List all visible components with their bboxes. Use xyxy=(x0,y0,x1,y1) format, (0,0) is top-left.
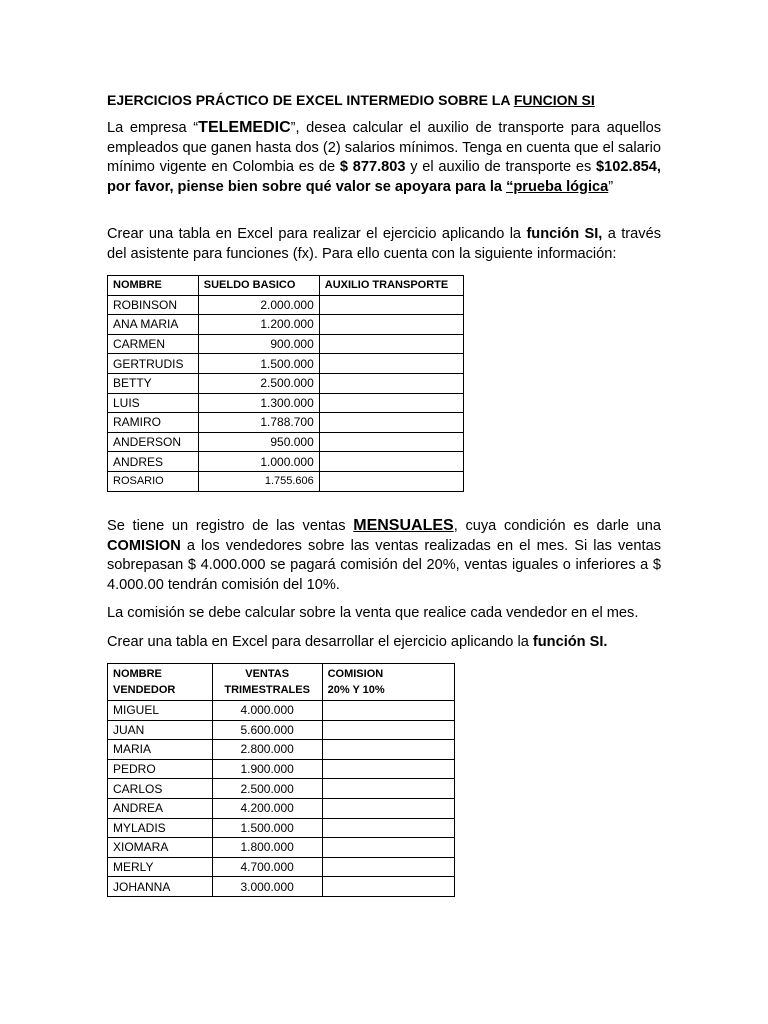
table-row xyxy=(108,295,464,315)
sales-cell: 3.000.000 xyxy=(212,877,322,897)
seller-cell: MYLADIS xyxy=(108,818,213,838)
paragraph-commission-note: La comisión se debe calcular sobre la venta que realice cada vendedor en el mes. xyxy=(107,605,639,621)
table1-header-0: NOMBRE xyxy=(108,276,199,296)
commission-cell xyxy=(322,701,454,721)
table-row xyxy=(108,798,455,818)
sales-cell: 2.500.000 xyxy=(212,779,322,799)
name-cell: LUIS xyxy=(108,393,199,413)
commission-cell xyxy=(322,759,454,779)
commission-cell xyxy=(322,838,454,858)
salary-cell: 1.500.000 xyxy=(198,354,319,374)
paragraph-instructions-2: Crear una tabla en Excel para desarrollar el ejercicio aplicando la función SI. xyxy=(107,634,608,650)
table-row xyxy=(108,701,455,721)
transport-cell xyxy=(319,334,463,354)
table2-header-line: TRIMESTRALES xyxy=(224,684,310,696)
table-row xyxy=(108,759,455,779)
transport-cell xyxy=(319,413,463,433)
table2-header-line: VENDEDOR xyxy=(113,684,176,696)
salary-cell: 1.788.700 xyxy=(198,413,319,433)
seller-cell: JOHANNA xyxy=(108,877,213,897)
salary-cell: 1.755.606 xyxy=(198,471,319,491)
commission-cell xyxy=(322,818,454,838)
title-text: EJERCICIOS PRÁCTICO DE EXCEL INTERMEDIO SOBRE LA xyxy=(107,92,514,108)
table2-header-line: COMISION xyxy=(327,667,384,680)
salary-cell: 950.000 xyxy=(198,432,319,452)
salary-table xyxy=(107,275,464,492)
seller-cell: PEDRO xyxy=(108,759,213,779)
table-row xyxy=(108,432,464,452)
table-row xyxy=(108,471,464,491)
table-row xyxy=(108,779,455,799)
commission-cell xyxy=(322,798,454,818)
transport-cell xyxy=(319,471,463,491)
sales-cell: 4.200.000 xyxy=(212,798,322,818)
name-cell: ANDRES xyxy=(108,452,199,472)
table-row xyxy=(108,877,455,897)
salary-cell: 1.200.000 xyxy=(198,315,319,335)
sales-cell: 4.700.000 xyxy=(212,857,322,877)
paragraph-telemedic: La empresa “TELEMEDIC”, desea calcular el auxilio de transporte para aquellos empleados que ganen hasta dos (2) salarios mínimos. Tenga en cuenta que el salario mínimo vigente en Colombia es de $ 877.803 y el auxilio de transporte es $102.854, por favor, piense bien sobre qué valor se apoyara para la “prueba lógica” xyxy=(107,119,661,195)
seller-cell: MIGUEL xyxy=(108,701,213,721)
name-cell: GERTRUDIS xyxy=(108,354,199,374)
table2-header-2 xyxy=(322,664,454,701)
table-row xyxy=(108,838,455,858)
name-cell: ANA MARIA xyxy=(108,315,199,335)
seller-cell: XIOMARA xyxy=(108,838,213,858)
name-cell: CARMEN xyxy=(108,334,199,354)
table-row xyxy=(108,373,464,393)
sales-cell: 1.900.000 xyxy=(212,759,322,779)
salary-cell: 2.000.000 xyxy=(198,295,319,315)
commission-cell xyxy=(322,720,454,740)
table1-header-1: SUELDO BASICO xyxy=(198,276,319,296)
name-cell: ROSARIO xyxy=(108,471,199,491)
table2-header-line: 20% Y 10% xyxy=(327,684,385,696)
table2-header-0 xyxy=(108,664,213,701)
name-cell: ANDERSON xyxy=(108,432,199,452)
salary-cell: 900.000 xyxy=(198,334,319,354)
commission-cell xyxy=(322,740,454,760)
table2-header-line: NOMBRE xyxy=(113,667,162,680)
seller-cell: CARLOS xyxy=(108,779,213,799)
table1-header-2: AUXILIO TRANSPORTE xyxy=(319,276,463,296)
table-row xyxy=(108,720,455,740)
sales-cell: 1.500.000 xyxy=(212,818,322,838)
sales-cell: 2.800.000 xyxy=(212,740,322,760)
table-row xyxy=(108,315,464,335)
salary-cell: 1.000.000 xyxy=(198,452,319,472)
table-row xyxy=(108,857,455,877)
table-row xyxy=(108,413,464,433)
seller-cell: MERLY xyxy=(108,857,213,877)
transport-cell xyxy=(319,432,463,452)
seller-cell: MARIA xyxy=(108,740,213,760)
title-underlined: FUNCION SI xyxy=(513,92,595,108)
table-row xyxy=(108,452,464,472)
transport-cell xyxy=(319,393,463,413)
name-cell: ROBINSON xyxy=(108,295,199,315)
transport-cell xyxy=(319,295,463,315)
document-title xyxy=(107,92,595,108)
sales-table xyxy=(107,663,455,897)
sales-cell: 4.000.000 xyxy=(212,701,322,721)
table-row xyxy=(108,740,455,760)
sales-cell: 5.600.000 xyxy=(212,720,322,740)
salary-cell: 2.500.000 xyxy=(198,373,319,393)
transport-cell xyxy=(319,373,463,393)
table-row xyxy=(108,818,455,838)
seller-cell: JUAN xyxy=(108,720,213,740)
table2-header-1 xyxy=(212,664,322,701)
commission-cell xyxy=(322,877,454,897)
table2-header-line: VENTAS xyxy=(245,667,290,680)
table-row xyxy=(108,334,464,354)
seller-cell: ANDREA xyxy=(108,798,213,818)
salary-cell: 1.300.000 xyxy=(198,393,319,413)
name-cell: BETTY xyxy=(108,373,199,393)
paragraph-sales: Se tiene un registro de las ventas MENSUALES, cuya condición es darle una COMISION a los vendedores sobre las ventas realizadas en el mes. Si las ventas sobrepasan $ 4.000.000 se pagará comisión del 20%, ventas iguales o inferiores a $ 4.000.00 tendrán comisión del 10%. xyxy=(107,517,661,593)
transport-cell xyxy=(319,315,463,335)
commission-cell xyxy=(322,779,454,799)
transport-cell xyxy=(319,354,463,374)
sales-cell: 1.800.000 xyxy=(212,838,322,858)
table-row xyxy=(108,393,464,413)
transport-cell xyxy=(319,452,463,472)
table-row xyxy=(108,354,464,374)
paragraph-instructions-1: Crear una tabla en Excel para realizar el ejercicio aplicando la función SI, a través del asistente para funciones (fx). Para ello cuenta con la siguiente información: xyxy=(107,226,661,262)
commission-cell xyxy=(322,857,454,877)
name-cell: RAMIRO xyxy=(108,413,199,433)
